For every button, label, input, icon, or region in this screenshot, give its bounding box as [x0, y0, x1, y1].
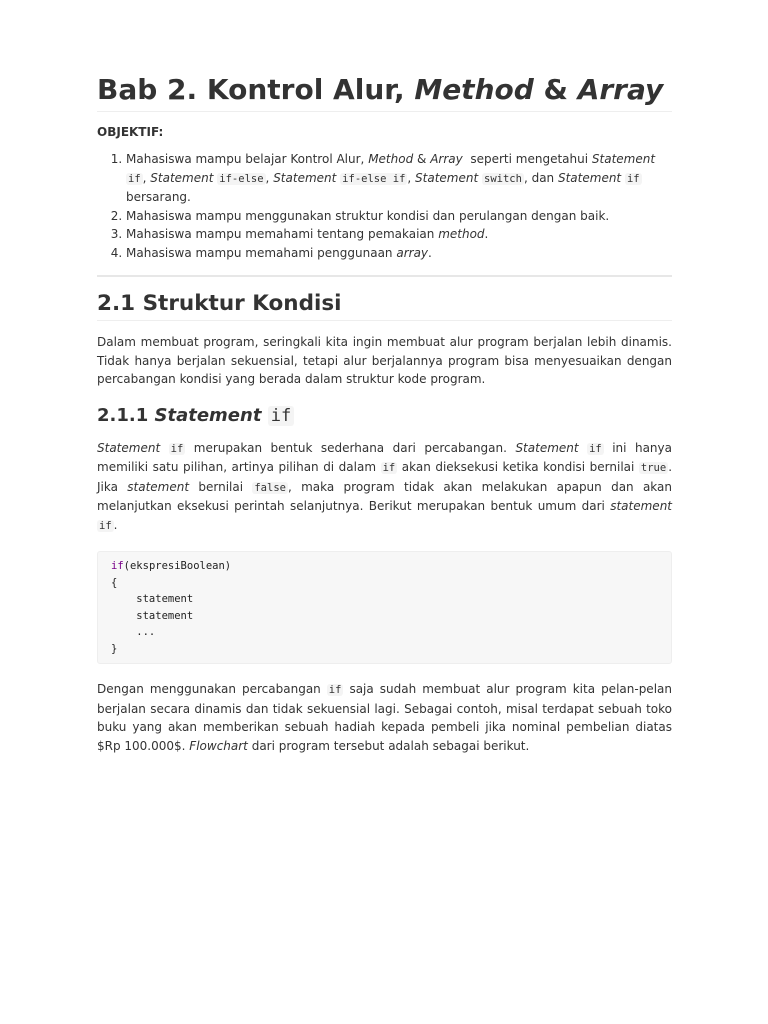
- code-line-4: statement: [111, 609, 194, 622]
- objective-item-1: [126, 150, 672, 207]
- section-2-1-paragraph: Dalam membuat program, seringkali kita ingin membuat alur program berjalan lebih dinamis. Tidak hanya berjalan sekuensial, tetapi alur berjalannya program bisa menyesuaikan dengan percabangan kondisi yang berada dalam struktur kode program.: [97, 335, 672, 386]
- code-keyword: if: [111, 560, 124, 572]
- chapter-title: [97, 70, 672, 112]
- text-italic: Flowchart: [189, 738, 248, 753]
- objectives-list: [97, 150, 672, 262]
- document-content: [97, 70, 672, 755]
- text: .: [113, 517, 118, 532]
- section-divider: [97, 275, 672, 277]
- text: akan dieksekusi ketika kondisi bernilai: [397, 460, 639, 474]
- chapter-title-array: Array: [577, 73, 664, 106]
- text: .: [428, 245, 432, 260]
- inline-code: if: [328, 684, 342, 696]
- inline-code: if: [99, 519, 112, 532]
- inline-code: if-else: [219, 172, 264, 185]
- text-italic: Statement: [97, 440, 161, 455]
- text: , maka program tidak akan melakukan apapun dan akan melanjutkan eksekusi perintah selanjutnya. Berikut merupakan bentuk umum dari: [97, 479, 673, 513]
- text: seperti mengetahui: [462, 152, 592, 166]
- text-italic: Statement: [591, 152, 656, 166]
- heading-italic: Statement: [154, 404, 262, 426]
- section-heading-2-1-1: [97, 402, 672, 430]
- objective-item-2: 2. Mahasiswa mampu menggunakan struktur kondisi dan perulangan dengan baik.: [126, 207, 672, 226]
- heading-number: 2.1.1: [97, 404, 155, 426]
- inline-code: if: [128, 172, 141, 185]
- text-italic: Statement: [273, 170, 337, 185]
- text: bersarang.: [126, 190, 191, 204]
- text: Dengan menggunakan percabangan: [97, 682, 327, 696]
- code-line-2: {: [111, 576, 118, 589]
- objective-item-4: [126, 244, 672, 263]
- inline-code: false: [254, 481, 286, 494]
- chapter-title-prefix: Bab 2. Kontrol Alur,: [97, 73, 415, 106]
- code-block: [97, 551, 672, 664]
- text: ,: [265, 170, 274, 185]
- text: &: [413, 152, 431, 166]
- heading-code: if: [268, 406, 294, 426]
- code-line-1: (ekspresiBoolean): [123, 560, 232, 572]
- text-italic: Statement: [515, 440, 579, 455]
- text-italic: statement: [610, 499, 672, 513]
- text: ,: [142, 170, 151, 185]
- code-line-3: statement: [111, 593, 194, 605]
- text-italic: method: [438, 227, 485, 241]
- text: Mahasiswa mampu belajar Kontrol Alur,: [126, 152, 369, 166]
- inline-code: if: [382, 462, 396, 474]
- inline-code: true: [640, 462, 667, 474]
- text-italic: Statement: [557, 170, 622, 185]
- code-line-6: }: [111, 642, 118, 655]
- text: . Jika: [97, 460, 673, 494]
- section-heading-2-1: 2.1 Struktur Kondisi: [97, 289, 672, 321]
- objectives-label: OBJEKTIF:: [97, 125, 164, 139]
- text: ,: [407, 170, 416, 185]
- text-italic: array: [396, 245, 429, 260]
- inline-code: if: [589, 442, 602, 455]
- statement-if-paragraph: [97, 439, 672, 536]
- chapter-title-method: Method: [414, 73, 534, 106]
- text: .: [484, 227, 489, 241]
- inline-code: switch: [484, 172, 522, 185]
- text-italic: Statement: [415, 170, 479, 185]
- text: ini hanya memiliki satu pilihan, artinya pilihan di dalam: [97, 440, 672, 474]
- text: bernilai: [189, 479, 253, 494]
- text: Mahasiswa mampu memahami tentang pemakaian: [126, 227, 439, 241]
- percabangan-paragraph: [97, 680, 672, 755]
- text-italic: statement: [127, 479, 190, 494]
- text: merupakan bentuk sederhana dari percabangan.: [185, 440, 516, 455]
- chapter-title-amp: &: [533, 73, 578, 106]
- text: dari program tersebut adalah sebagai berikut.: [247, 738, 530, 753]
- objective-item-3: [126, 225, 672, 244]
- inline-code: if-else if: [342, 172, 406, 185]
- inline-code: if: [626, 172, 640, 185]
- text-italic: Statement: [150, 170, 214, 185]
- text: saja sudah membuat alur program kita pelan-pelan berjalan secara dinamis dan tidak sekuensial lagi. Sebagai contoh, misal terdapat sebuah toko buku yang akan memberikan sebuah hadiah kepada pembeli jika nominal pembelian diatas $Rp 100.000$.: [97, 682, 672, 753]
- text-italic: Array: [430, 152, 463, 166]
- text-italic: Method: [368, 152, 414, 166]
- code-line-5: ...: [111, 626, 156, 638]
- text: , dan: [523, 170, 558, 185]
- text: Mahasiswa mampu memahami penggunaan: [126, 245, 397, 260]
- inline-code: if: [170, 442, 184, 455]
